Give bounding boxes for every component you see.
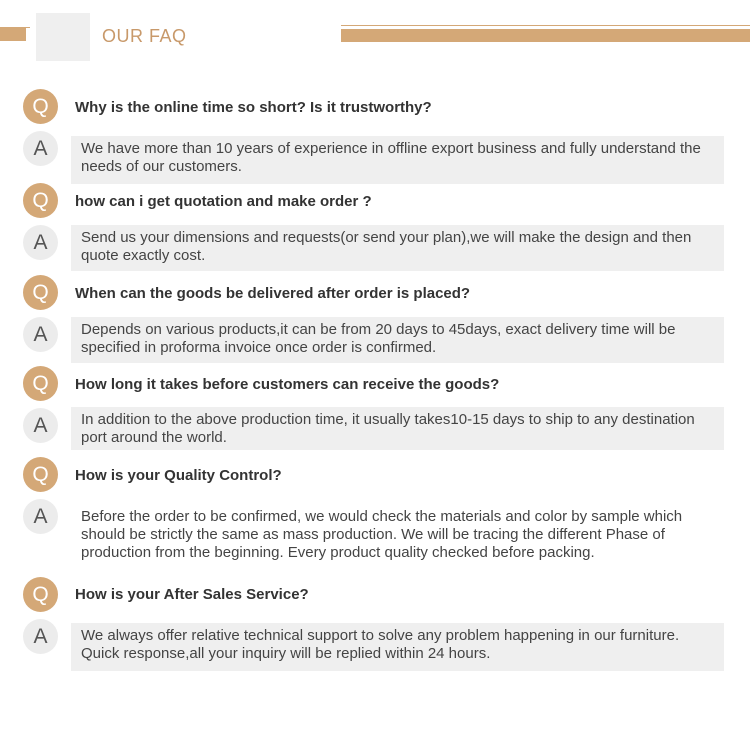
question-badge-icon: Q <box>23 366 58 401</box>
faq-answer: We always offer relative technical support to solve any problem happening in our furniture. Quick response,all your inquiry will be replied within 24 hours. <box>71 623 724 671</box>
answer-badge-icon: A <box>23 131 58 166</box>
answer-badge-icon: A <box>23 499 58 534</box>
faq-question: how can i get quotation and make order ? <box>75 193 372 210</box>
answer-badge-icon: A <box>23 619 58 654</box>
faq-answer: Before the order to be confirmed, we would check the materials and color by sample which should be strictly the same as mass production. We will be tracing the different Phase of production from the beginning. Every product quality checked before packing. <box>81 508 683 561</box>
page-title: OUR FAQ <box>102 26 187 46</box>
answer-badge-icon: A <box>23 225 58 260</box>
question-badge-icon: Q <box>23 577 58 612</box>
faq-question: Why is the online time so short? Is it trustworthy? <box>75 99 432 116</box>
question-badge-icon: Q <box>23 89 58 124</box>
faq-answer: In addition to the above production time, it usually takes10-15 days to ship to any destination port around the world. <box>71 407 724 450</box>
header-decor-box <box>36 13 90 61</box>
header-line-right <box>341 25 750 26</box>
question-badge-icon: Q <box>23 275 58 310</box>
header-bar-right <box>341 29 750 42</box>
faq-answer: Depends on various products,it can be from 20 days to 45days, exact delivery time will be specified in proforma invoice once order is confirmed. <box>71 317 724 363</box>
answer-badge-icon: A <box>23 408 58 443</box>
faq-question: When can the goods be delivered after order is placed? <box>75 285 471 302</box>
faq-question: How long it takes before customers can receive the goods? <box>75 376 500 393</box>
faq-answer: Send us your dimensions and requests(or send your plan),we will make the design and then quote exactly cost. <box>71 225 724 271</box>
faq-question: How is your After Sales Service? <box>75 586 309 603</box>
faq-answer: We have more than 10 years of experience in offline export business and fully understand the needs of our customers. <box>71 136 724 184</box>
answer-badge-icon: A <box>23 317 58 352</box>
question-badge-icon: Q <box>23 457 58 492</box>
header-bar-left <box>0 27 26 41</box>
faq-question: How is your Quality Control? <box>75 467 282 484</box>
question-badge-icon: Q <box>23 183 58 218</box>
